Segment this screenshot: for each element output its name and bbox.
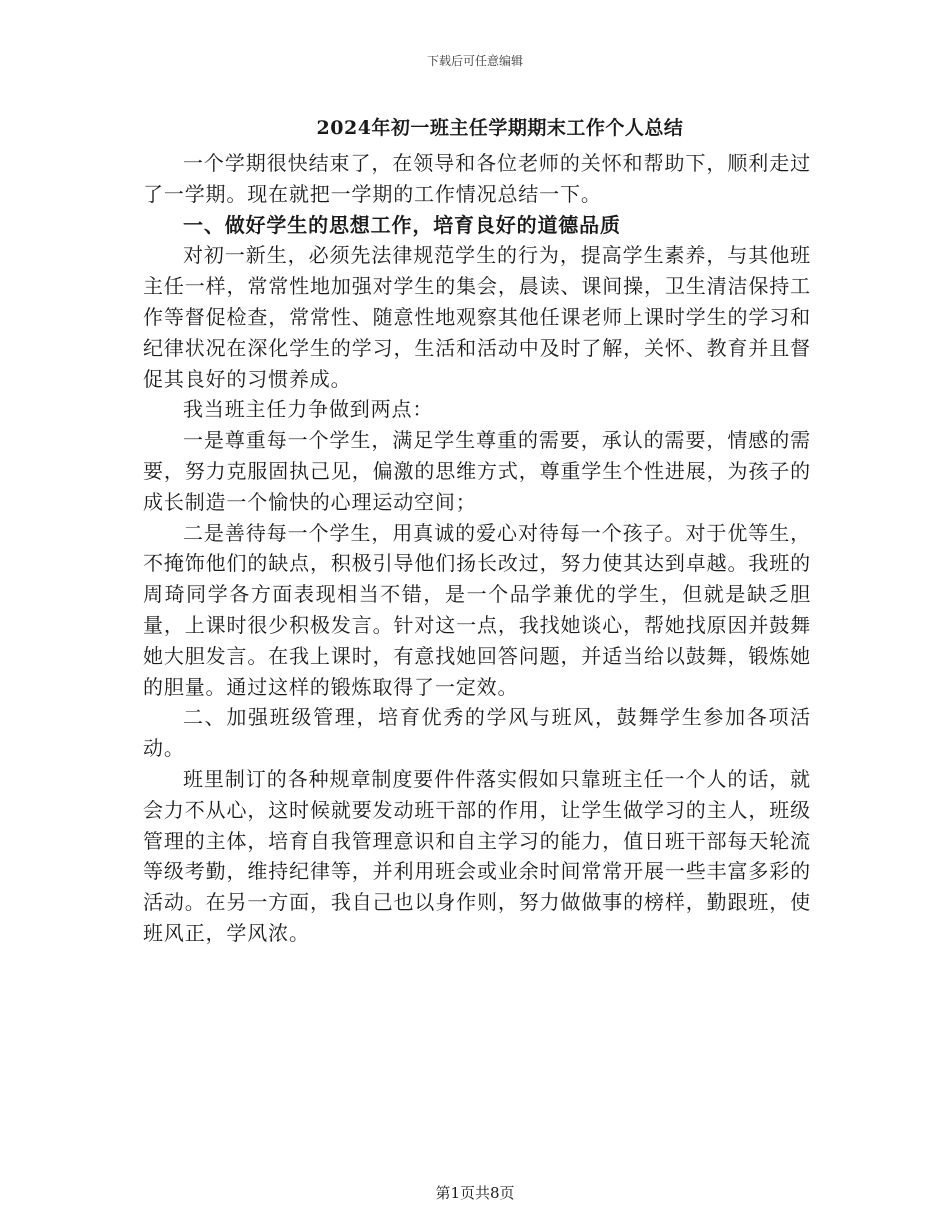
document-body — [143, 148, 811, 949]
paragraph: 二是善待每一个学生，用真诚的爱心对待每一个孩子。对于优等生，不掩饰他们的缺点，积极引导他们扬长改过，努力使其达到卓越。我班的周琦同学各方面表现相当不错，是一个品学兼优的学生，但就是缺乏胆量，上课时很少积极发言。针对这一点，我找她谈心，帮她找原因并鼓舞她大胆发言。在我上课时，有意找她回答问题，并适当给以鼓舞，锻炼她的胆量。通过这样的锻炼取得了一定效。 — [143, 520, 811, 699]
paragraph: 一是尊重每一个学生，满足学生尊重的需要，承认的需要，情感的需要，努力克服固执己见，偏激的思维方式，尊重学生个性进展，为孩子的成长制造一个愉快的心理运动空间； — [143, 428, 811, 514]
section-heading-2: 二、加强班级管理，培育优秀的学风与班风，鼓舞学生参加各项活动。 — [143, 705, 811, 761]
paragraph-intro: 一个学期很快结束了，在领导和各位老师的关怀和帮助下，顺利走过了一学期。现在就把一学期的工作情况总结一下。 — [143, 151, 811, 206]
paragraph: 我当班主任力争做到两点： — [183, 397, 434, 422]
header-note: 下载后可任意编辑 — [426, 54, 523, 68]
section-heading-1: 一、做好学生的思想工作，培育良好的道德品质 — [183, 212, 621, 237]
paragraph: 对初一新生，必须先法律规范学生的行为，提高学生素养，与其他班主任一样，常常性地加强对学生的集会，晨读、课间操，卫生清洁保持工作等督促检查，常常性、随意性地观察其他任课老师上课时学生的学习和纪律状况在深化学生的学习，生活和活动中及时了解，关怀、教育并且督促其良好的习惯养成。 — [143, 243, 811, 391]
document-title: 2024年初一班主任学期期末工作个人总结 — [316, 117, 684, 139]
page-footer: 第1页共8页 — [435, 1184, 515, 1202]
paragraph: 班里制订的各种规章制度要件件落实假如只靠班主任一个人的话，就会力不从心，这时候就要发动班干部的作用，让学生做学习的主人，班级管理的主体，培育自我管理意识和自主学习的能力，值日班干部每天轮流等级考勤，维持纪律等，并利用班会或业余时间常常开展一些丰富多彩的活动。在另一方面，我自己也以身作则，努力做做事的榜样，勤跟班，使班风正，学风浓。 — [143, 766, 811, 945]
